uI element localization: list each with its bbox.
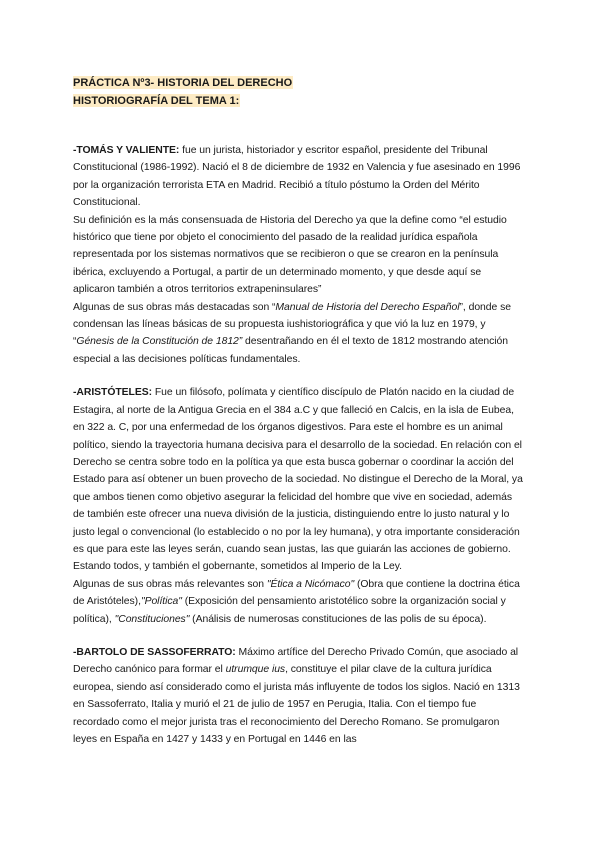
aristoteles-bio-paragraph	[73, 384, 524, 575]
tomas-works-mid: ”, donde se condensan las líneas básicas de su propuesta iushistoriográfica y que vió la luz en 1979, y “	[73, 301, 511, 348]
section-spacer	[73, 126, 524, 142]
tomas-work-2: Génesis de la Constitución de 1812”	[76, 336, 243, 348]
bartolo-bio-paragraph	[73, 644, 524, 748]
bartolo-name: -BARTOLO DE SASSOFERRATO:	[73, 646, 236, 658]
aristoteles-work-3-desc: (Análisis de numerosas constituciones de las polis de su época).	[189, 613, 487, 625]
bartolo-bio-2: , constituye el pilar clave de la cultura jurídica europea, siendo así considerado como el jurista más influyente de todos los siglos. Nació en 1313 en Sassoferrato, Italia y murió el 21 de julio de 1957 en Perugia, Italia. Con el tiempo fue recordado como el mejor jurista tras el reconocimiento del Derecho Romano. Se promulgaron leyes en España en 1427 y 1433 y en Portugal en 1446 en las	[73, 664, 520, 745]
section-aristoteles	[73, 384, 524, 628]
tomas-bio-paragraph	[73, 142, 524, 212]
aristoteles-bio: Fue un filósofo, polímata y científico discípulo de Platón nacido en la ciudad de Estagira, al norte de la Antigua Grecia en el 384 a.C y que falleció en Calcis, en la isla de Eubea, en 322 a. C, por una enfermedad de los órganos digestivos. Para este el hombre es un animal político, siendo la trayectoria humana decisiva para el desarrollo de la sociedad. En relación con el Derecho se centra sobre todo en la política ya que esta busca gobernar o coordinar la acción del Estado para así obtener un buen provecho de la sociedad. No distingue el Derecho de la Moral, ya que ambos tienen como objetivo asegurar la felicidad del hombre que vive en sociedad, además de también este ofrecer una nueva división de la justicia, distinguiendo entre lo justo natural y lo justo legal o convencional (lo establecido o no por la ley humana), y otra importante consideración es que para este las leyes serán, cuando sean justas, las que guiarán las acciones de gobierno. Estando todos, y también el gobernante, sometidos al Imperio de la Ley.	[73, 387, 523, 573]
tomas-works-intro: Algunas de sus obras más destacadas son “	[73, 301, 276, 313]
section-tomas-y-valiente	[73, 142, 524, 368]
aristoteles-work-1: "Ética a Nicómaco"	[266, 578, 355, 590]
bartolo-term: utrumque ius	[225, 664, 286, 676]
aristoteles-work-2-desc: (Exposición del pensamiento aristotélico sobre la organización social y política),	[73, 596, 506, 625]
aristoteles-works-paragraph	[73, 576, 524, 628]
section-spacer	[73, 628, 524, 644]
aristoteles-work-1-desc: (Obra que contiene la doctrina ética de Aristóteles),	[73, 578, 520, 608]
aristoteles-work-3: "Constituciones"	[114, 613, 190, 625]
section-spacer	[73, 368, 524, 384]
aristoteles-name: -ARISTÓTELES:	[73, 387, 153, 399]
tomas-definition-paragraph: Su definición es la más consensuada de Historia del Derecho ya que la define como “el estudio histórico que tiene por objeto el conocimiento del pasado de la realidad jurídica española representada por los sistemas normativos que se recibieron o que se crearon en la península ibérica, excluyendo a Portugal, a partir de un determinado momento, y que desde aquí se aplicaron también a otros territorios extrapeninsulares”	[73, 214, 507, 296]
section-bartolo	[73, 644, 524, 748]
tomas-name: -TOMÁS Y VALIENTE:	[73, 145, 180, 156]
title-line-1	[73, 74, 524, 92]
tomas-bio: fue un jurista, historiador y escritor español, presidente del Tribunal Constitucional (1986-1992). Nació el 8 de diciembre de 1932 en Valencia y fue asesinado en 1996 por la organización terrorista ETA en Madrid. Recibió a título póstumo la Orden del Mérito Constitucional.	[73, 145, 521, 209]
title-highlight-2: HISTORIOGRAFÍA DEL TEMA 1:	[73, 95, 240, 107]
tomas-work-1: Manual de Historia del Derecho Español	[275, 301, 460, 313]
title-block	[73, 74, 524, 110]
tomas-works-end: desentrañando en él el texto de 1812 mostrando atención especial a las decisiones políticas fundamentales.	[73, 336, 509, 365]
tomas-works-paragraph	[73, 299, 524, 369]
title-line-2	[73, 92, 524, 110]
title-highlight-1: PRÁCTICA Nº3- HISTORIA DEL DERECHO	[73, 77, 293, 89]
bartolo-bio-1: Máximo artífice del Derecho Privado Común, que asociado al Derecho canónico para formar el	[73, 646, 519, 676]
aristoteles-work-2: "Política"	[140, 596, 182, 608]
aristoteles-works-intro: Algunas de sus obras más relevantes son	[73, 578, 267, 590]
